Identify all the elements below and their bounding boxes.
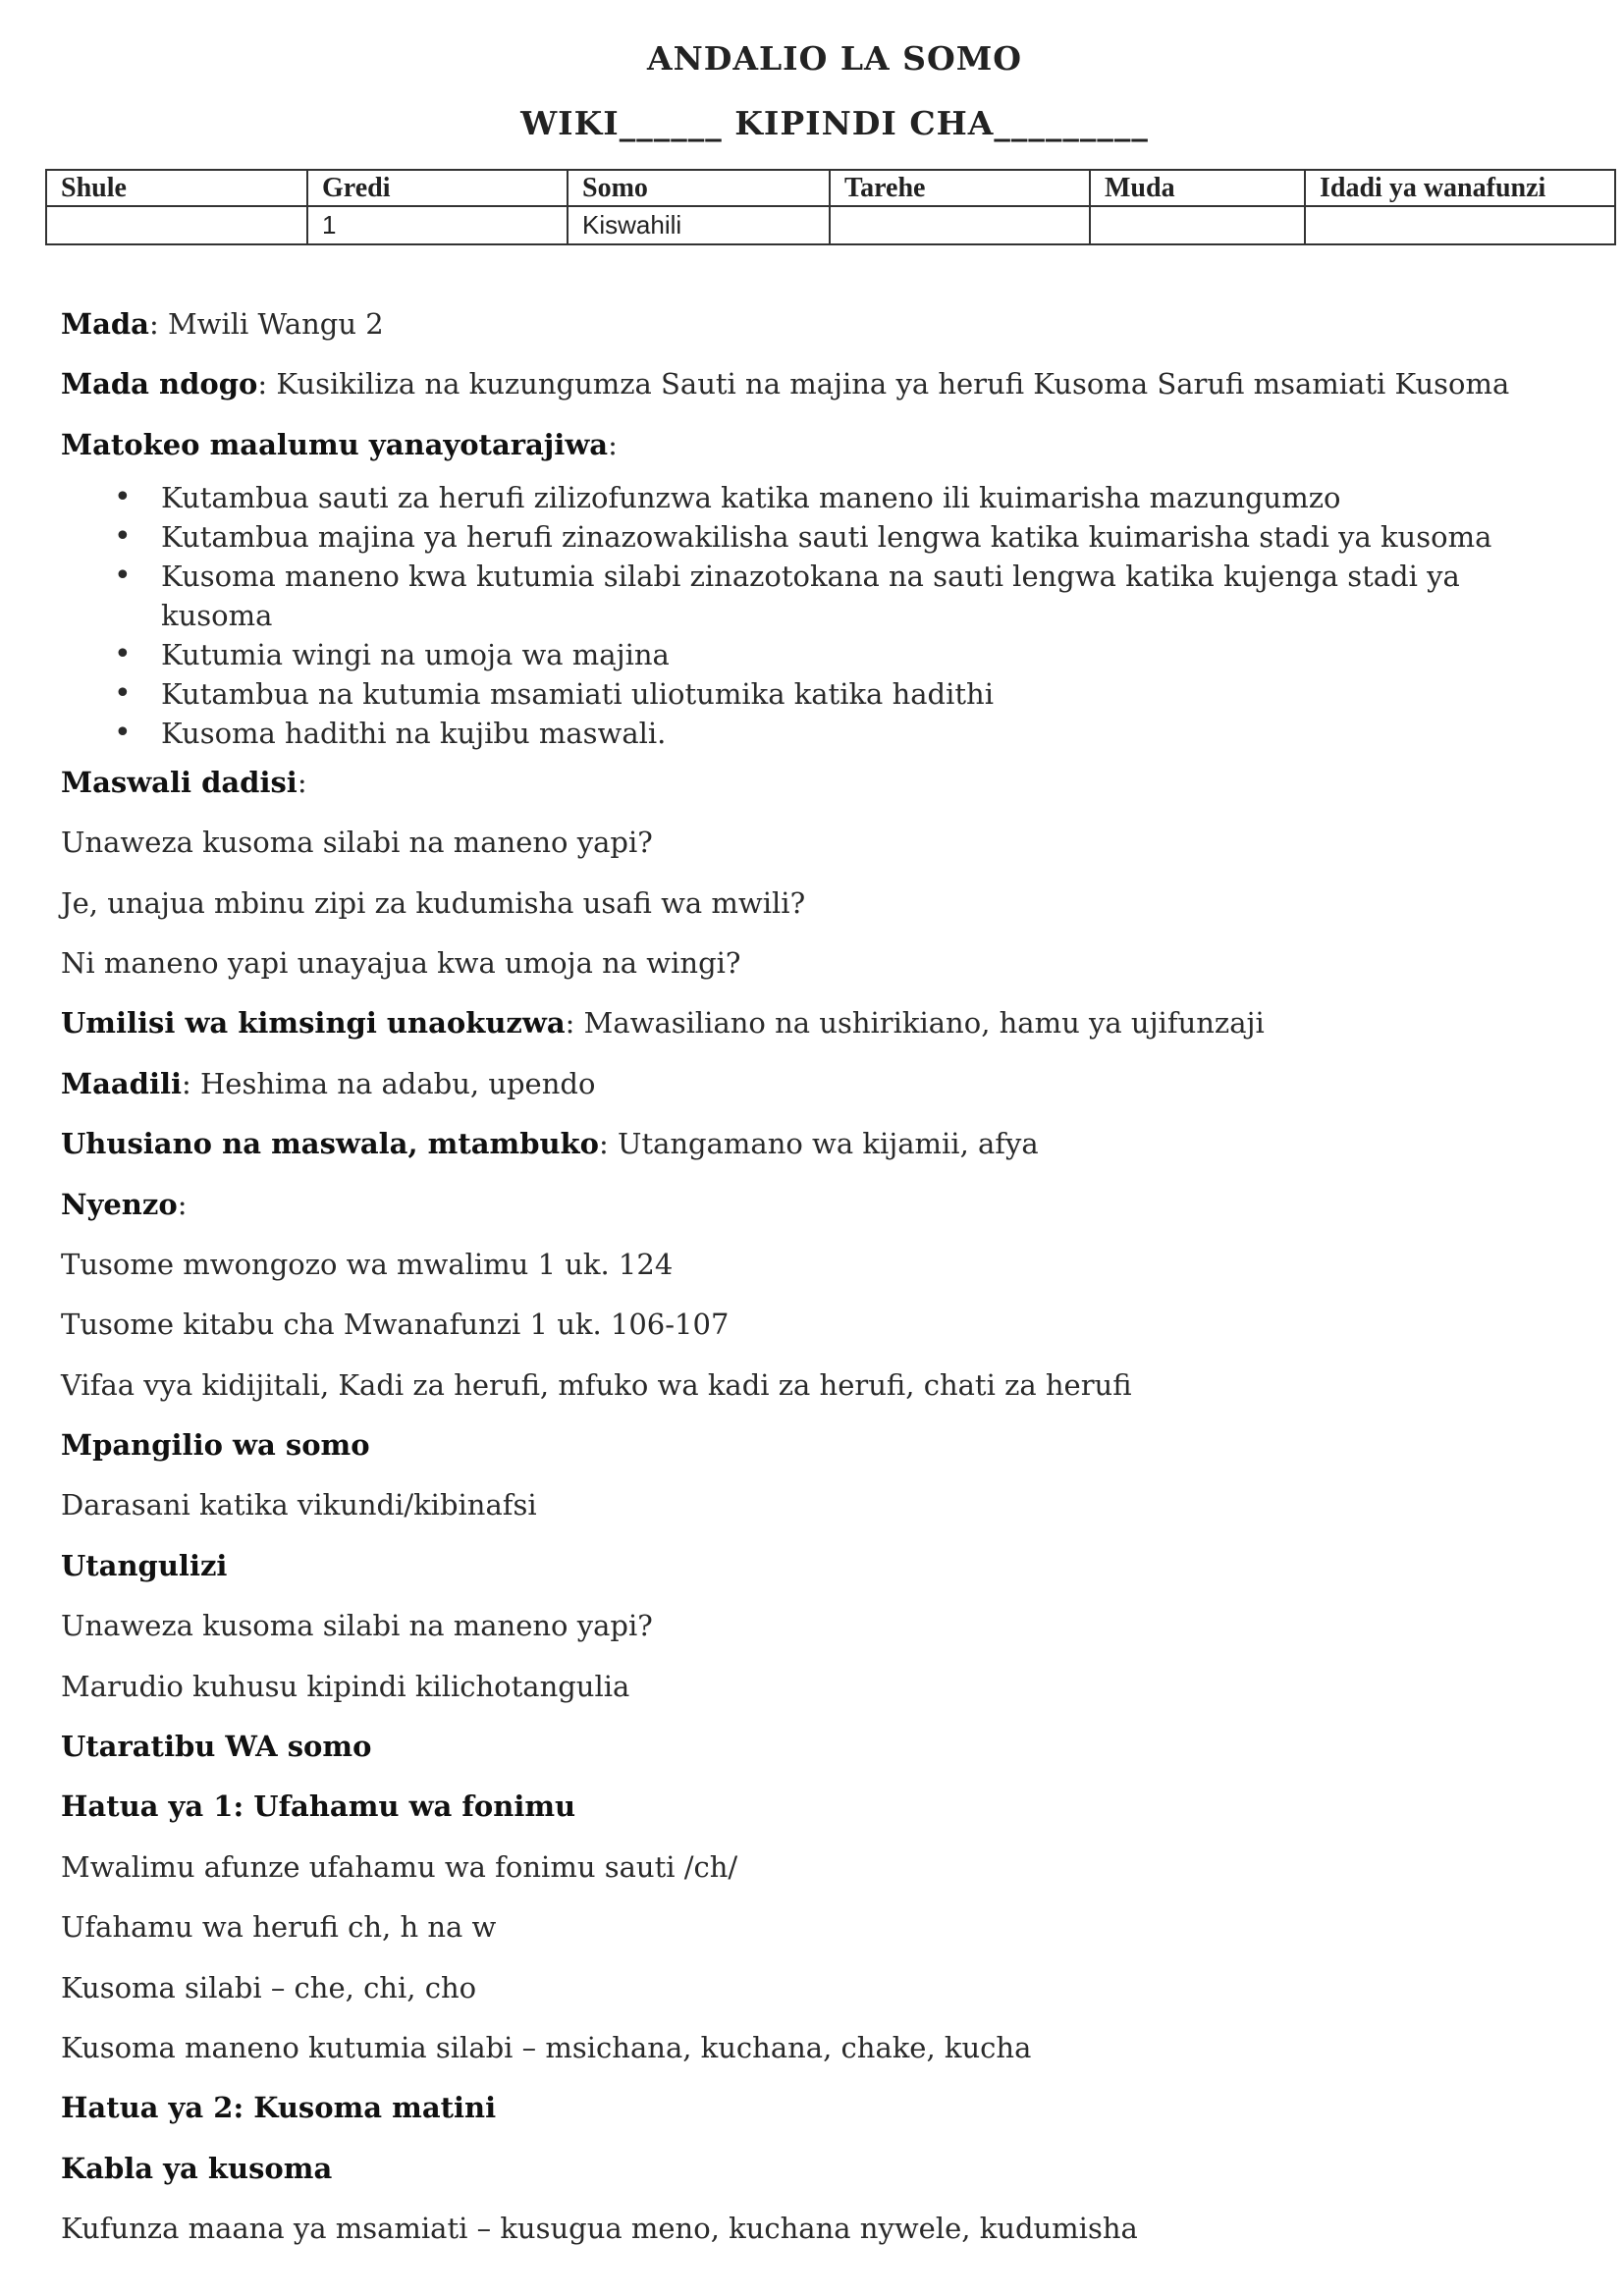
before-reading-label: Kabla ya kusoma	[61, 2151, 333, 2185]
competencies-label: Umilisi wa kimsingi unaokuzwa	[61, 1006, 566, 1041]
header-cell-time: Muda	[1090, 170, 1305, 206]
table-header-row	[46, 170, 1615, 206]
outcomes-list	[61, 478, 1593, 753]
value-cell-time	[1090, 206, 1305, 244]
organisation-heading	[61, 1425, 1593, 1485]
organisation-value: Darasani katika vikundi/kibinafsi	[61, 1488, 537, 1522]
outcomes-label: Matokeo maalumu yanayotarajiwa	[61, 427, 609, 461]
lesson-info-table	[45, 169, 1616, 245]
inquiry-question-line: Je, unajua mbinu zipi za kudumisha usafi wa mwili?	[61, 885, 806, 920]
period-label: KIPINDI CHA	[734, 104, 995, 142]
resource-line: Vifaa vya kidijitali, Kadi za herufi, mfuko wa kadi za herufi, chati za herufi	[61, 1367, 1132, 1402]
resource-line: Tusome kitabu cha Mwanafunzi 1 uk. 106-107	[61, 1308, 730, 1342]
step1-heading	[61, 1787, 1593, 1846]
values-line: Maadili: Heshima na adabu, upendo	[61, 1066, 596, 1100]
introduction-line: Unaweza kusoma silabi na maneno yapi?	[61, 1609, 653, 1643]
introduction-label: Utangulizi	[61, 1548, 228, 1582]
topic-label: Mada	[61, 307, 149, 341]
list-item: • Kutambua sauti za herufi zilizofunzwa katika maneno ili kuimarisha mazungumzo	[161, 478, 1575, 517]
inquiry-questions-label: Maswali dadisi	[61, 765, 298, 799]
step1-label: Hatua ya 1: Ufahamu wa fonimu	[61, 1789, 576, 1824]
value-cell-subject: Kiswahili	[568, 206, 830, 244]
step2-label: Hatua ya 2: Kusoma matini	[61, 2091, 497, 2125]
document-title: ANDALIO LA SOMO	[646, 39, 1022, 78]
competencies-line: Umilisi wa kimsingi unaokuzwa: Mawasiliano na ushirikiano, hamu ya ujifunzaji	[61, 1006, 1265, 1041]
procedure-heading	[61, 1727, 1593, 1787]
header-cell-subject: Somo	[568, 170, 830, 206]
resources-label: Nyenzo	[61, 1187, 178, 1221]
competencies-value: Mawasiliano na ushirikiano, hamu ya ujifunzaji	[583, 1006, 1265, 1041]
introduction-heading	[61, 1546, 1593, 1606]
header-cell-grade: Gredi	[307, 170, 568, 206]
table-row	[46, 206, 1615, 244]
inquiry-question-line: Unaweza kusoma silabi na maneno yapi?	[61, 826, 653, 860]
week-period-line	[0, 104, 1624, 142]
week-label: WIKI	[520, 104, 620, 142]
resources-heading: Nyenzo:	[61, 1187, 188, 1221]
step1-line: Kusoma maneno kutumia silabi – msichana, kuchana, chake, kucha	[61, 2030, 1032, 2064]
list-item: • Kutumia wingi na umoja wa majina	[161, 635, 1575, 674]
step2-heading	[61, 2088, 1593, 2148]
list-item: • Kusoma maneno kwa kutumia silabi zinazotokana na sauti lengwa katika kujenga stadi ya kusoma	[161, 557, 1575, 635]
period-blank: _________	[994, 104, 1149, 142]
pcis-label: Uhusiano na maswala, mtambuko	[61, 1127, 599, 1161]
values-label: Maadili	[61, 1066, 183, 1100]
before-reading-heading	[61, 2149, 1593, 2209]
value-cell-school	[46, 206, 307, 244]
organisation-label: Mpangilio wa somo	[61, 1428, 370, 1463]
outcomes-list-wrap	[61, 478, 1593, 763]
pcis-line: Uhusiano na maswala, mtambuko: Utangamano wa kijamii, afya	[61, 1127, 1039, 1161]
header-cell-students: Idadi ya wanafunzi	[1305, 170, 1615, 206]
step1-line: Kusoma silabi – che, chi, cho	[61, 1970, 477, 2004]
value-cell-grade: 1	[307, 206, 568, 244]
step1-line: Mwalimu afunze ufahamu wa fonimu sauti /ch/	[61, 1849, 738, 1884]
step1-line: Ufahamu wa herufi ch, h na w	[61, 1910, 497, 1945]
value-cell-date	[830, 206, 1090, 244]
lesson-content	[61, 304, 1593, 2269]
list-item: • Kutambua majina ya herufi zinazowakilisha sauti lengwa katika kuimarisha stadi ya kusoma	[161, 517, 1575, 557]
inquiry-questions-heading: Maswali dadisi:	[61, 765, 307, 799]
resource-line: Tusome mwongozo wa mwalimu 1 uk. 124	[61, 1247, 674, 1281]
value-cell-students	[1305, 206, 1615, 244]
subtopic-line: Mada ndogo: Kusikiliza na kuzungumza Sauti na majina ya herufi Kusoma Sarufi msamiati Kusoma	[61, 367, 1510, 401]
outcomes-heading: Matokeo maalumu yanayotarajiwa:	[61, 427, 618, 461]
header-cell-date: Tarehe	[830, 170, 1090, 206]
subtopic-label: Mada ndogo	[61, 367, 258, 401]
list-item: • Kutambua na kutumia msamiati uliotumika katika hadithi	[161, 674, 1575, 714]
list-item: • Kusoma hadithi na kujibu maswali.	[161, 714, 1575, 753]
subtopic-value: Kusikiliza na kuzungumza Sauti na majina ya herufi Kusoma Sarufi msamiati Kusoma	[276, 367, 1510, 401]
header-cell-school: Shule	[46, 170, 307, 206]
before-reading-line: Kufunza maana ya msamiati – kusugua meno, kuchana nywele, kudumisha	[61, 2212, 1138, 2246]
topic-value: Mwili Wangu 2	[167, 307, 384, 341]
week-blank: ______	[619, 104, 723, 142]
pcis-value: Utangamano wa kijamii, afya	[618, 1127, 1039, 1161]
topic-line: Mada: Mwili Wangu 2	[61, 307, 384, 341]
procedure-label: Utaratibu WA somo	[61, 1730, 372, 1764]
values-value: Heshima na adabu, upendo	[200, 1066, 596, 1100]
inquiry-question-line: Ni maneno yapi unayajua kwa umoja na wingi?	[61, 945, 741, 980]
introduction-line: Marudio kuhusu kipindi kilichotangulia	[61, 1669, 630, 1703]
